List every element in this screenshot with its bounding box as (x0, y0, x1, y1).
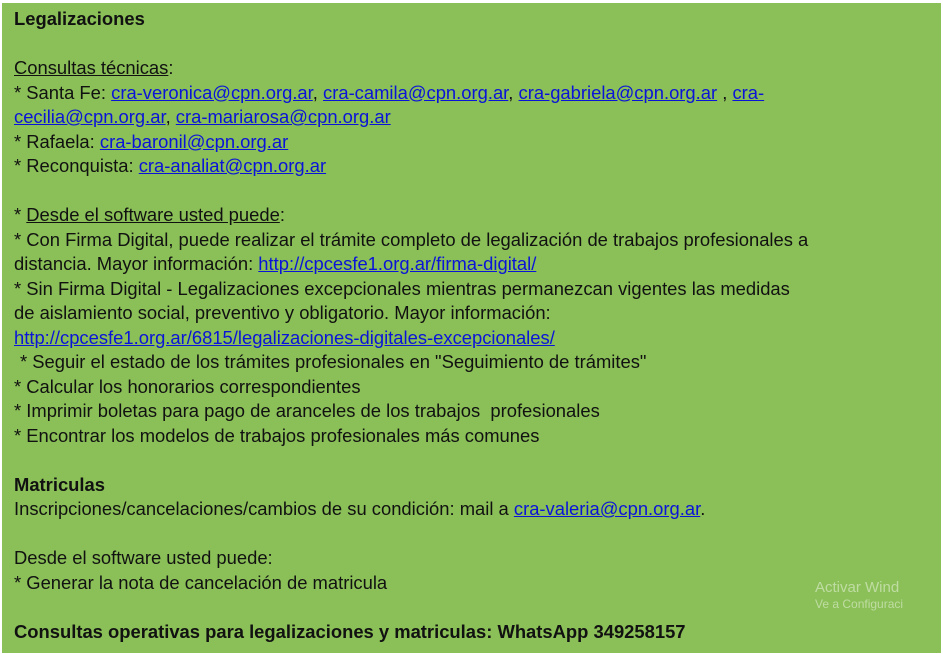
email-link-mariarosa[interactable]: cra-mariarosa@cpn.org.ar (175, 106, 391, 127)
rafaela-prefix: * Rafaela: (14, 130, 100, 152)
reconquista-prefix: * Reconquista: (14, 155, 139, 176)
inscripciones-line (14, 497, 933, 522)
matriculas-software-line: Desde el software usted puede: (14, 547, 273, 568)
firma-digital-line-1: * Con Firma Digital, puede realizar el trámite completo de legalización de trabajos profesionales a (14, 228, 809, 250)
spacer (14, 32, 933, 57)
watermark-line-2: Ve a Configuraci (815, 597, 904, 611)
separator: , (312, 81, 324, 103)
sin-firma-link[interactable]: http://cpcesfe1.org.ar/6815/legalizaciones-digitales-excepcionales/ (14, 326, 555, 348)
matriculas-heading: Matriculas (14, 473, 105, 495)
list-item-seguimiento: * Seguir el estado de los trámites profesionales en "Seguimiento de trámites" (20, 351, 647, 372)
separator: , (508, 81, 519, 103)
legalizaciones-heading: Legalizaciones (14, 8, 145, 29)
email-link-baronil[interactable]: cra-baronil@cpn.org.ar (99, 130, 289, 152)
spacer (14, 179, 933, 204)
sin-firma-line-2: de aislamiento social, preventivo y obligatorio. Mayor información: (14, 302, 551, 323)
email-link-camila[interactable]: cra-camila@cpn.org.ar (323, 81, 509, 103)
spacer (14, 522, 933, 547)
email-link-cecilia-part1[interactable]: cra- (732, 81, 765, 103)
email-link-analiat[interactable]: cra-analiat@cpn.org.ar (138, 155, 327, 176)
email-link-gabriela[interactable]: cra-gabriela@cpn.org.ar (518, 81, 718, 103)
software-label: Desde el software usted puede (26, 204, 280, 225)
consultas-tecnicas-label: Consultas técnicas (14, 57, 169, 78)
separator: , (165, 106, 176, 127)
list-item-cancelacion: * Generar la nota de cancelación de matricula (14, 571, 388, 593)
firma-digital-line-2 (14, 252, 933, 277)
email-link-cecilia-part2[interactable]: cecilia@cpn.org.ar (14, 106, 166, 127)
firma-digital-link[interactable]: http://cpcesfe1.org.ar/firma-digital/ (258, 253, 537, 274)
colon: : (168, 57, 174, 78)
document-content (14, 7, 933, 644)
sin-firma-line-1: * Sin Firma Digital - Legalizaciones excepcionales mientras permanezcan vigentes las medidas (14, 277, 790, 299)
santa-fe-prefix: * Santa Fe: (14, 81, 112, 103)
software-line (14, 203, 933, 228)
email-link-veronica[interactable]: cra-veronica@cpn.org.ar (111, 81, 313, 103)
email-link-valeria[interactable]: cra-valeria@cpn.org.ar (513, 498, 701, 519)
santa-fe-line-2 (14, 105, 933, 130)
list-item-boletas: * Imprimir boletas para pago de aranceles de los trabajos profesionales (14, 400, 600, 421)
spacer (14, 595, 933, 620)
list-item-honorarios: * Calcular los honorarios correspondientes (14, 375, 361, 397)
sin-firma-link-line (14, 326, 933, 351)
colon: : (279, 204, 285, 225)
whatsapp-line: Consultas operativas para legalizaciones y matriculas: WhatsApp 349258157 (14, 620, 686, 642)
activation-watermark (815, 579, 935, 613)
list-item-modelos: * Encontrar los modelos de trabajos profesionales más comunes (14, 424, 540, 446)
green-content-panel (2, 3, 941, 653)
separator: , (717, 81, 733, 103)
inscripciones-prefix: Inscripciones/cancelaciones/cambios de su condición: mail a (14, 498, 514, 519)
rafaela-line (14, 130, 933, 155)
firma-digital-prefix: distancia. Mayor información: (14, 253, 259, 274)
santa-fe-line-1 (14, 81, 933, 106)
reconquista-line (14, 154, 933, 179)
watermark-line-1: Activar Wind (815, 579, 900, 596)
spacer (14, 448, 933, 473)
period: . (700, 498, 706, 519)
software-prefix: * (14, 204, 27, 225)
consultas-tecnicas-line (14, 56, 933, 81)
